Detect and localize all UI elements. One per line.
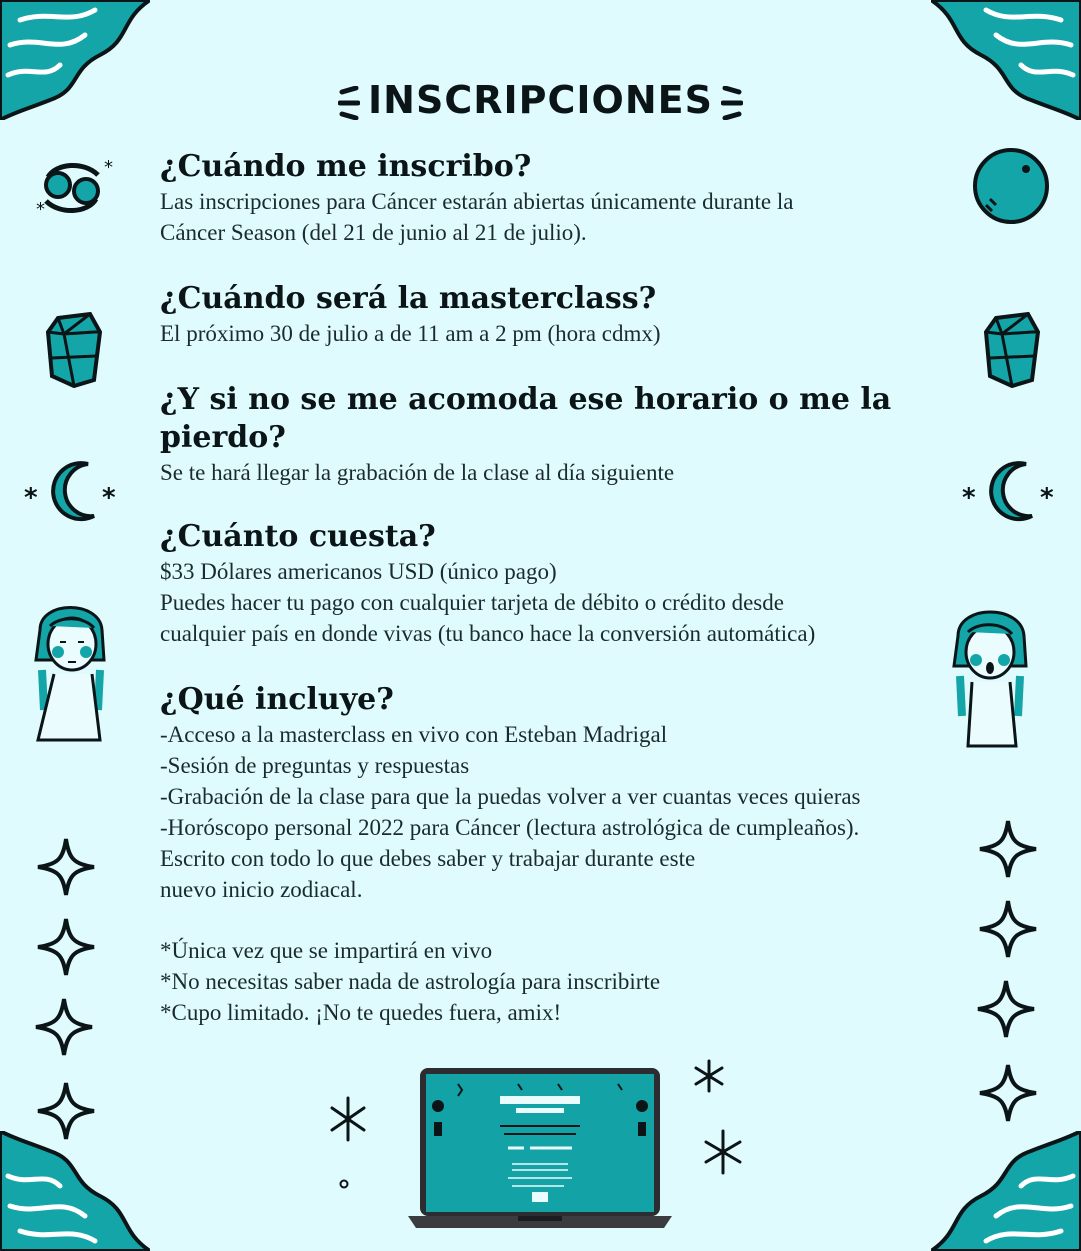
- faq-question: ¿Cuándo me inscribo?: [160, 149, 532, 184]
- sparkle-icon: [36, 1080, 96, 1142]
- page-title: [0, 78, 1081, 122]
- faq-answer-line: nuevo inicio zodiacal.: [160, 877, 363, 902]
- laptop-icon: [408, 1066, 672, 1230]
- faq-question: ¿Cuándo será la masterclass?: [160, 281, 657, 316]
- dot-icon: [338, 1178, 350, 1190]
- svg-text:*: *: [102, 483, 116, 513]
- cancer-glyph-icon: [34, 155, 118, 217]
- girl-illustration-icon: [20, 590, 120, 750]
- faq-answer-line: -Acceso a la masterclass en vivo con Esteban Madrigal: [160, 722, 668, 747]
- svg-text:*: *: [24, 483, 38, 513]
- faq-when-masterclass: [160, 280, 990, 349]
- faq-answer-line: Escrito con todo lo que debes saber y trabajar durante este: [160, 846, 696, 871]
- wave-corner-icon: [0, 1131, 150, 1251]
- faq-answer-line: Puedes hacer tu pago con cualquier tarjeta de débito o crédito desde: [160, 590, 784, 615]
- faq-answer-line: $33 Dólares americanos USD (único pago): [160, 559, 557, 584]
- crystal-icon: [982, 310, 1042, 388]
- faq-price: [160, 518, 990, 649]
- crystal-icon: [44, 310, 104, 388]
- sparkle-icon: [978, 1062, 1038, 1124]
- faq-question: ¿Cuánto cuesta?: [160, 519, 436, 554]
- title-deco-icon: [721, 86, 743, 120]
- faq-answer-line: Cáncer Season (del 21 de junio al 21 de julio).: [160, 220, 587, 245]
- faq-answer-line: -Sesión de preguntas y respuestas: [160, 753, 470, 778]
- svg-text:*: *: [962, 483, 976, 513]
- svg-text:*: *: [36, 199, 45, 217]
- svg-text:*: *: [1040, 483, 1054, 513]
- sparkle-icon: [36, 916, 96, 978]
- crescent-moon-icon: [24, 456, 124, 526]
- faq-answer-line: Se te hará llegar la grabación de la clase al día siguiente: [160, 460, 675, 485]
- title-deco-icon: [338, 86, 360, 120]
- faq-question: ¿Qué incluye?: [160, 682, 394, 717]
- sparkle-icon: [34, 996, 94, 1058]
- asterisk-icon: [702, 1128, 744, 1176]
- faq-content: [160, 148, 990, 1048]
- faq-includes: [160, 681, 990, 905]
- svg-text:*: *: [104, 157, 113, 178]
- note-line: *No necesitas saber nada de astrología para inscribirte: [160, 969, 661, 994]
- title-text: INSCRIPCIONES: [368, 78, 713, 122]
- sparkle-icon: [36, 836, 96, 898]
- faq-answer-line: -Horóscopo personal 2022 para Cáncer (lectura astrológica de cumpleaños).: [160, 815, 860, 840]
- faq-when-enroll: [160, 148, 990, 248]
- faq-if-miss: [160, 381, 990, 488]
- asterisk-icon: [692, 1058, 726, 1094]
- asterisk-icon: [328, 1094, 368, 1144]
- faq-answer-line: -Grabación de la clase para que la puedas volver a ver cuantas veces quieras: [160, 784, 861, 809]
- faq-answer-line: El próximo 30 de julio a de 11 am a 2 pm (hora cdmx): [160, 321, 661, 346]
- note-line: *Cupo limitado. ¡No te quedes fuera, amix!: [160, 1000, 562, 1025]
- faq-answer-line: cualquier país en donde vivas (tu banco hace la conversión automática): [160, 621, 816, 646]
- wave-corner-icon: [931, 1131, 1081, 1251]
- faq-answer-line: Las inscripciones para Cáncer estarán abiertas únicamente durante la: [160, 189, 794, 214]
- notes: [160, 935, 990, 1028]
- note-line: *Única vez que se impartirá en vivo: [160, 938, 493, 963]
- faq-question: ¿Y si no se me acomoda ese horario o me la pierdo?: [160, 382, 892, 455]
- laptop-mockup: [408, 1066, 672, 1230]
